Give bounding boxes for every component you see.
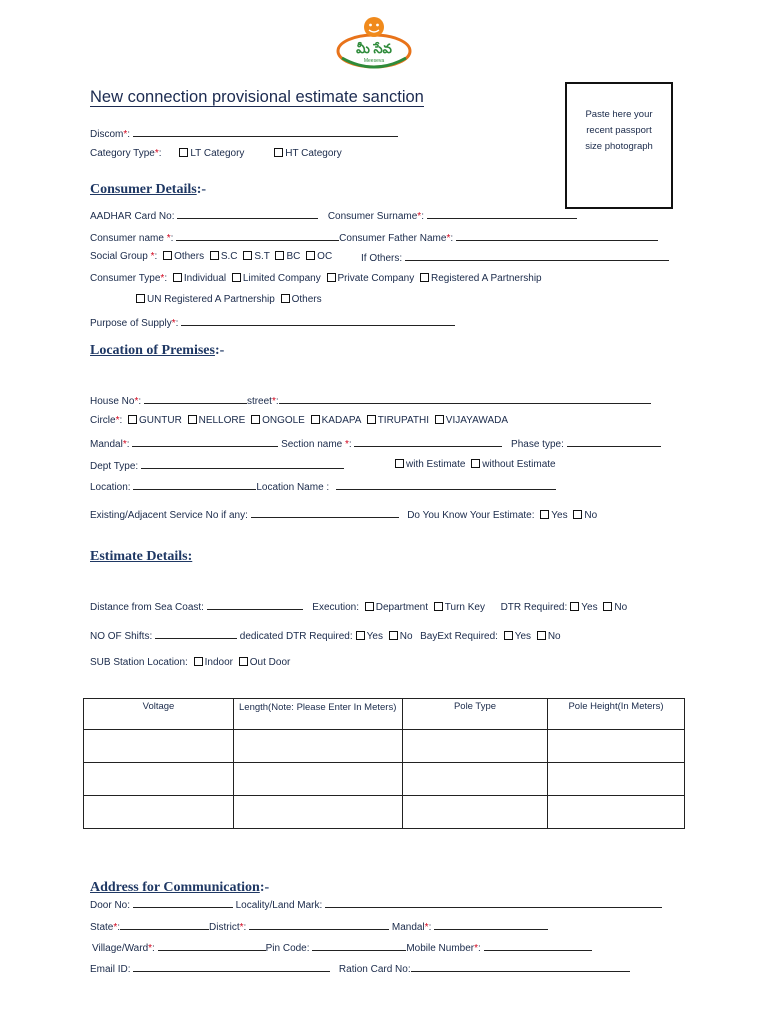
dedicated-dtr-no-checkbox[interactable] xyxy=(389,631,398,640)
section-name-label: Section name xyxy=(281,439,343,450)
ration-label: Ration Card No: xyxy=(338,964,411,975)
if-others-row xyxy=(361,251,669,264)
surname-label: Consumer Surname xyxy=(327,211,418,222)
social-bc-checkbox[interactable] xyxy=(275,251,284,260)
pole-height-header: Pole Height(In Meters) xyxy=(548,699,685,730)
substation-indoor-checkbox[interactable] xyxy=(194,657,203,666)
form-title: New connection provisional estimate sanction xyxy=(90,88,424,106)
bayext-yes-label: Yes xyxy=(514,631,532,642)
if-others-label: If Others: xyxy=(361,253,403,264)
dtr-yes-checkbox[interactable] xyxy=(570,602,579,611)
existing-service-row xyxy=(90,508,597,521)
logo-tagline: Meeseva xyxy=(363,58,385,64)
email-label: Email ID: xyxy=(90,964,131,975)
know-estimate-yes-checkbox[interactable] xyxy=(540,510,549,519)
photo-instructions: Paste here your recent passport size photograph xyxy=(585,109,653,152)
discom-row: Discom*: xyxy=(90,127,398,140)
mobile-field[interactable] xyxy=(484,941,592,951)
address-mandal-label: Mandal xyxy=(391,922,425,933)
circle-vijayawada-checkbox[interactable] xyxy=(435,415,444,424)
dtr-no-label: No xyxy=(614,602,628,613)
locality-label: Locality/Land Mark: xyxy=(235,900,323,911)
social-group-label: Social Group xyxy=(90,251,148,262)
voltage-cell[interactable] xyxy=(84,796,234,829)
substation-outdoor-checkbox[interactable] xyxy=(239,657,248,666)
phase-type-field[interactable] xyxy=(567,437,661,447)
estimate-type-row xyxy=(392,459,556,470)
state-row: State*: District*: Mandal*: xyxy=(90,920,548,933)
ht-checkbox[interactable] xyxy=(274,148,283,157)
dtr-required-label: DTR Required: xyxy=(500,602,568,613)
shifts-field[interactable] xyxy=(155,629,237,639)
type-registered-checkbox[interactable] xyxy=(420,273,429,282)
dedicated-dtr-label: dedicated DTR Required: xyxy=(239,631,353,642)
phase-type-label: Phase type: xyxy=(511,439,564,450)
aadhar-label: AADHAR Card No: xyxy=(90,211,175,222)
table-row xyxy=(84,730,685,763)
location-label: Location: xyxy=(90,482,131,493)
bayext-yes-checkbox[interactable] xyxy=(504,631,513,640)
father-name-field[interactable] xyxy=(456,231,658,241)
table-header-row xyxy=(84,699,685,730)
type-individual-checkbox[interactable] xyxy=(173,273,182,282)
house-no-field[interactable] xyxy=(144,394,247,404)
location-field[interactable] xyxy=(133,480,256,490)
execution-department-checkbox[interactable] xyxy=(365,602,374,611)
existing-service-field[interactable] xyxy=(251,508,399,518)
location-name-label: Location Name : xyxy=(256,482,330,493)
pole-height-cell[interactable] xyxy=(548,763,685,796)
with-estimate-checkbox[interactable] xyxy=(395,459,404,468)
execution-turnkey-checkbox[interactable] xyxy=(434,602,443,611)
know-estimate-yes-label: Yes xyxy=(551,510,568,521)
circle-tirupathi-checkbox[interactable] xyxy=(367,415,376,424)
type-others-checkbox[interactable] xyxy=(281,294,290,303)
social-sc-checkbox[interactable] xyxy=(210,251,219,260)
surname-field[interactable] xyxy=(427,209,577,219)
circle-nellore-checkbox[interactable] xyxy=(188,415,197,424)
lt-label: LT Category xyxy=(190,148,245,159)
pin-field[interactable] xyxy=(312,941,406,951)
door-no-label: Door No: xyxy=(90,900,131,911)
substation-row xyxy=(90,657,290,668)
consumer-name-label: Consumer name xyxy=(90,233,164,244)
aadhar-field[interactable] xyxy=(177,209,318,219)
street-field[interactable] xyxy=(279,394,651,404)
circle-nellore-label: NELLORE xyxy=(198,415,246,426)
type-private-checkbox[interactable] xyxy=(327,273,336,282)
circle-guntur-checkbox[interactable] xyxy=(128,415,137,424)
email-field[interactable] xyxy=(133,962,330,972)
consumer-details-heading: Consumer Details xyxy=(90,182,197,197)
aadhar-row: AADHAR Card No: Consumer Surname*: xyxy=(90,209,577,222)
dept-type-label: Dept Type: xyxy=(90,461,139,472)
voltage-cell[interactable] xyxy=(84,730,234,763)
bayext-no-label: No xyxy=(547,631,561,642)
type-limited-checkbox[interactable] xyxy=(232,273,241,282)
door-row xyxy=(90,898,662,911)
type-registered-label: Registered A Partnership xyxy=(431,273,542,284)
village-row: Village/Ward*: Pin Code: Mobile Number*: xyxy=(92,941,592,954)
dtr-yes-label: Yes xyxy=(581,602,598,613)
circle-ongole-checkbox[interactable] xyxy=(251,415,260,424)
village-field[interactable] xyxy=(158,941,266,951)
pole-height-cell[interactable] xyxy=(548,796,685,829)
circle-vijayawada-label: VIJAYAWADA xyxy=(445,415,509,426)
category-row: Category Type*: LT Category HT Category xyxy=(90,148,342,159)
social-oc-checkbox[interactable] xyxy=(306,251,315,260)
circle-kadapa-checkbox[interactable] xyxy=(311,415,320,424)
without-estimate-label: without Estimate xyxy=(482,459,556,470)
door-no-field[interactable] xyxy=(133,898,233,908)
distance-field[interactable] xyxy=(207,600,303,610)
mandal-field[interactable] xyxy=(132,437,278,447)
consumer-name-field[interactable] xyxy=(176,231,339,241)
social-bc-label: BC xyxy=(286,251,301,262)
shifts-label: NO OF Shifts: xyxy=(90,631,153,642)
circle-guntur-label: GUNTUR xyxy=(139,415,182,426)
photo-placeholder[interactable] xyxy=(565,82,673,209)
execution-label: Execution: xyxy=(312,602,359,613)
shifts-row xyxy=(90,629,561,642)
purpose-label: Purpose of Supply xyxy=(90,318,172,329)
type-others-label: Others xyxy=(291,294,322,305)
circle-kadapa-label: KADAPA xyxy=(321,415,361,426)
consumer-name-row: Consumer name *: Consumer Father Name*: xyxy=(90,231,658,244)
address-heading: Address for Communication xyxy=(90,880,260,895)
state-label: State xyxy=(90,922,114,933)
pin-label: Pin Code: xyxy=(265,943,310,954)
dept-type-field[interactable] xyxy=(141,459,344,469)
ration-field[interactable] xyxy=(411,962,630,972)
social-st-label: S.T xyxy=(254,251,270,262)
location-name-field[interactable] xyxy=(336,480,556,490)
social-st-checkbox[interactable] xyxy=(243,251,252,260)
lt-checkbox[interactable] xyxy=(179,148,188,157)
type-limited-label: Limited Company xyxy=(242,273,321,284)
father-name-label: Consumer Father Name xyxy=(339,233,447,244)
substation-label: SUB Station Location: xyxy=(90,657,188,668)
mandal-row: Mandal*: Section name *: Phase type: xyxy=(90,437,661,450)
social-others-checkbox[interactable] xyxy=(163,251,172,260)
know-estimate-no-checkbox[interactable] xyxy=(573,510,582,519)
if-others-field[interactable] xyxy=(405,251,669,261)
dtr-no-checkbox[interactable] xyxy=(603,602,612,611)
with-estimate-label: with Estimate xyxy=(406,459,466,470)
logo-text: మీ సేవ xyxy=(356,41,392,56)
house-no-label: House No xyxy=(90,396,135,407)
discom-label: Discom xyxy=(90,129,124,140)
type-individual-label: Individual xyxy=(183,273,227,284)
voltage-cell[interactable] xyxy=(84,763,234,796)
discom-field[interactable] xyxy=(133,127,398,137)
estimate-heading: Estimate Details: xyxy=(90,549,193,564)
type-unregistered-checkbox[interactable] xyxy=(136,294,145,303)
house-row: House No*: street*: xyxy=(90,394,651,407)
social-oc-label: OC xyxy=(317,251,333,262)
pole-type-cell[interactable] xyxy=(403,763,548,796)
dedicated-dtr-yes-checkbox[interactable] xyxy=(356,631,365,640)
pole-height-cell[interactable] xyxy=(548,730,685,763)
pole-type-cell[interactable] xyxy=(403,730,548,763)
address-mandal-field[interactable] xyxy=(434,920,548,930)
bayext-no-checkbox[interactable] xyxy=(537,631,546,640)
table-row xyxy=(84,796,685,829)
social-sc-label: S.C xyxy=(220,251,238,262)
voltage-header: Voltage xyxy=(84,699,234,730)
mandal-label: Mandal xyxy=(90,439,123,450)
social-others-label: Others xyxy=(174,251,205,262)
know-estimate-label: Do You Know Your Estimate: xyxy=(407,510,535,521)
circle-label: Circle xyxy=(90,415,116,426)
purpose-field[interactable] xyxy=(181,316,455,326)
state-field[interactable] xyxy=(120,920,209,930)
distance-label: Distance from Sea Coast: xyxy=(90,602,204,613)
distance-row xyxy=(90,600,627,613)
circle-row: Circle*: GUNTUR NELLORE ONGOLE KADAPA TIRUPATHI VIJAYAWADA xyxy=(90,415,509,426)
pole-type-header: Pole Type xyxy=(403,699,548,730)
email-row xyxy=(90,962,630,975)
mobile-label: Mobile Number xyxy=(406,943,475,954)
village-label: Village/Ward xyxy=(92,943,149,954)
length-header: Length(Note: Please Enter In Meters) xyxy=(234,699,403,730)
consumer-type-row: Consumer Type*: Individual Limited Company Private Company Registered A Partnership xyxy=(90,273,542,284)
consumer-type-label: Consumer Type xyxy=(90,273,161,284)
execution-turnkey-label: Turn Key xyxy=(444,602,485,613)
district-field[interactable] xyxy=(249,920,389,930)
district-label: District xyxy=(209,922,240,933)
dedicated-dtr-yes-label: Yes xyxy=(366,631,383,642)
type-unregistered-label: UN Registered A Partnership xyxy=(147,294,275,305)
location-heading: Location of Premises xyxy=(90,343,215,358)
table-row xyxy=(84,763,685,796)
ht-label: HT Category xyxy=(285,148,342,159)
purpose-row: Purpose of Supply*: xyxy=(90,316,455,329)
category-label: Category Type xyxy=(90,148,155,159)
social-group-row: Social Group *: Others S.C S.T BC OC xyxy=(90,251,333,262)
dept-type-row xyxy=(90,459,344,472)
bayext-label: BayExt Required: xyxy=(420,631,498,642)
street-label: street xyxy=(246,396,272,407)
section-name-field[interactable] xyxy=(354,437,502,447)
know-estimate-no-label: No xyxy=(584,510,598,521)
substation-indoor-label: Indoor xyxy=(204,657,233,668)
location-row xyxy=(90,480,556,493)
type-private-label: Private Company xyxy=(337,273,415,284)
without-estimate-checkbox[interactable] xyxy=(471,459,480,468)
length-cell[interactable] xyxy=(234,796,403,829)
locality-field[interactable] xyxy=(325,898,662,908)
circle-tirupathi-label: TIRUPATHI xyxy=(377,415,429,426)
substation-outdoor-label: Out Door xyxy=(249,657,291,668)
circle-ongole-label: ONGOLE xyxy=(262,415,305,426)
dedicated-dtr-no-label: No xyxy=(399,631,413,642)
meeseva-logo xyxy=(334,14,414,74)
pole-type-cell[interactable] xyxy=(403,796,548,829)
line-details-table xyxy=(83,698,685,829)
consumer-type-row-2 xyxy=(133,294,322,305)
execution-department-label: Department xyxy=(375,602,429,613)
length-cell[interactable] xyxy=(234,730,403,763)
existing-service-label: Existing/Adjacent Service No if any: xyxy=(90,510,248,521)
length-cell[interactable] xyxy=(234,763,403,796)
